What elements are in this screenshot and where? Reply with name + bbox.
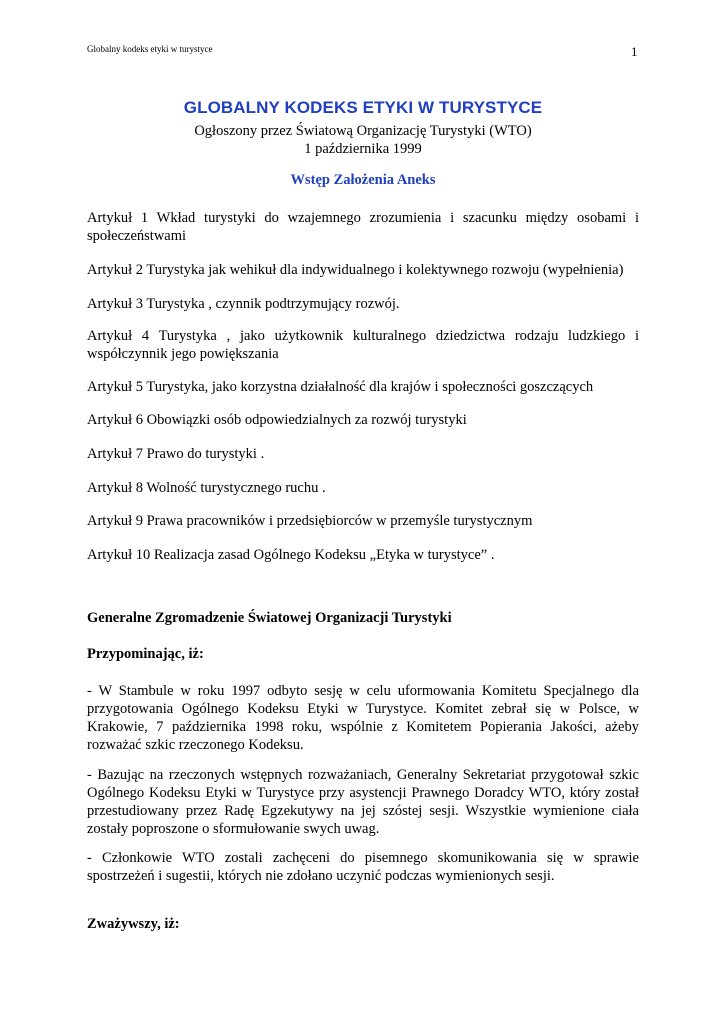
page-number: 1 — [631, 44, 638, 59]
article-4: Artykuł 4 Turystyka , jako użytkownik kulturalnego dziedzictwa rodzaju ludzkiego i współczynnik jego powiększania — [87, 328, 639, 362]
recalling-paragraph-3: - Członkowie WTO zostali zachęceni do pisemnego skomunikowania się w sprawie spostrzeżeń i sugestii, których nie zdołano uczynić podczas wymienionych sesji. — [87, 850, 639, 884]
article-10: Artykuł 10 Realizacja zasad Ogólnego Kodeksu „Etyka w turystyce” . — [87, 547, 495, 563]
toc-links[interactable]: Wstęp Założenia Aneks — [290, 172, 436, 188]
recalling-heading: Przypominając, iż: — [87, 646, 204, 662]
recalling-paragraph-1: - W Stambule w roku 1997 odbyto sesję w celu uformowania Komitetu Specjalnego dla przygotowania Ogólnego Kodeksu Etyki w Turystyce. Komitet zebrał się w Polsce, w Krakowie, 7 października 1998 roku, wspólnie z Komitetem Popierania Jakości, ażeby rozważać szkic rzeczonego Kodeksu. — [87, 683, 639, 753]
document-subtitle: Ogłoszony przez Światową Organizację Turystyki (WTO) — [194, 123, 532, 139]
article-3: Artykuł 3 Turystyka , czynnik podtrzymujący rozwój. — [87, 296, 400, 312]
considering-heading: Zważywszy, iż: — [87, 916, 180, 932]
recalling-paragraph-2: - Bazując na rzeczonych wstępnych rozważaniach, Generalny Sekretariat przygotował szkic Ogólnego Kodeksu Etyki w Turystyce przy asystencji Prawnego Doradcy WTO, który został przestudiowany przez Radę Egzekutywy na jej szóstej sesji. Wszystkie wymienione ciała zostały poproszone o sformułowanie swych uwag. — [87, 767, 639, 837]
article-7: Artykuł 7 Prawo do turystyki . — [87, 446, 265, 462]
article-5: Artykuł 5 Turystyka, jako korzystna działalność dla krajów i społeczności goszczących — [87, 379, 594, 395]
article-8: Artykuł 8 Wolność turystycznego ruchu . — [87, 480, 326, 496]
article-9: Artykuł 9 Prawa pracowników i przedsiębiorców w przemyśle turystycznym — [87, 513, 533, 529]
article-6: Artykuł 6 Obowiązki osób odpowiedzialnych za rozwój turystyki — [87, 412, 467, 428]
assembly-heading: Generalne Zgromadzenie Światowej Organizacji Turystyki — [87, 610, 452, 626]
running-header: Globalny kodeks etyki w turystyce — [87, 44, 213, 54]
article-1: Artykuł 1 Wkład turystyki do wzajemnego zrozumienia i szacunku między osobami i społeczeństwami — [87, 210, 639, 244]
article-2: Artykuł 2 Turystyka jak wehikuł dla indywidualnego i kolektywnego rozwoju (wypełnienia) — [87, 262, 624, 278]
document-date: 1 października 1999 — [304, 141, 422, 157]
document-title: GLOBALNY KODEKS ETYKI W TURYSTYCE — [183, 98, 543, 117]
